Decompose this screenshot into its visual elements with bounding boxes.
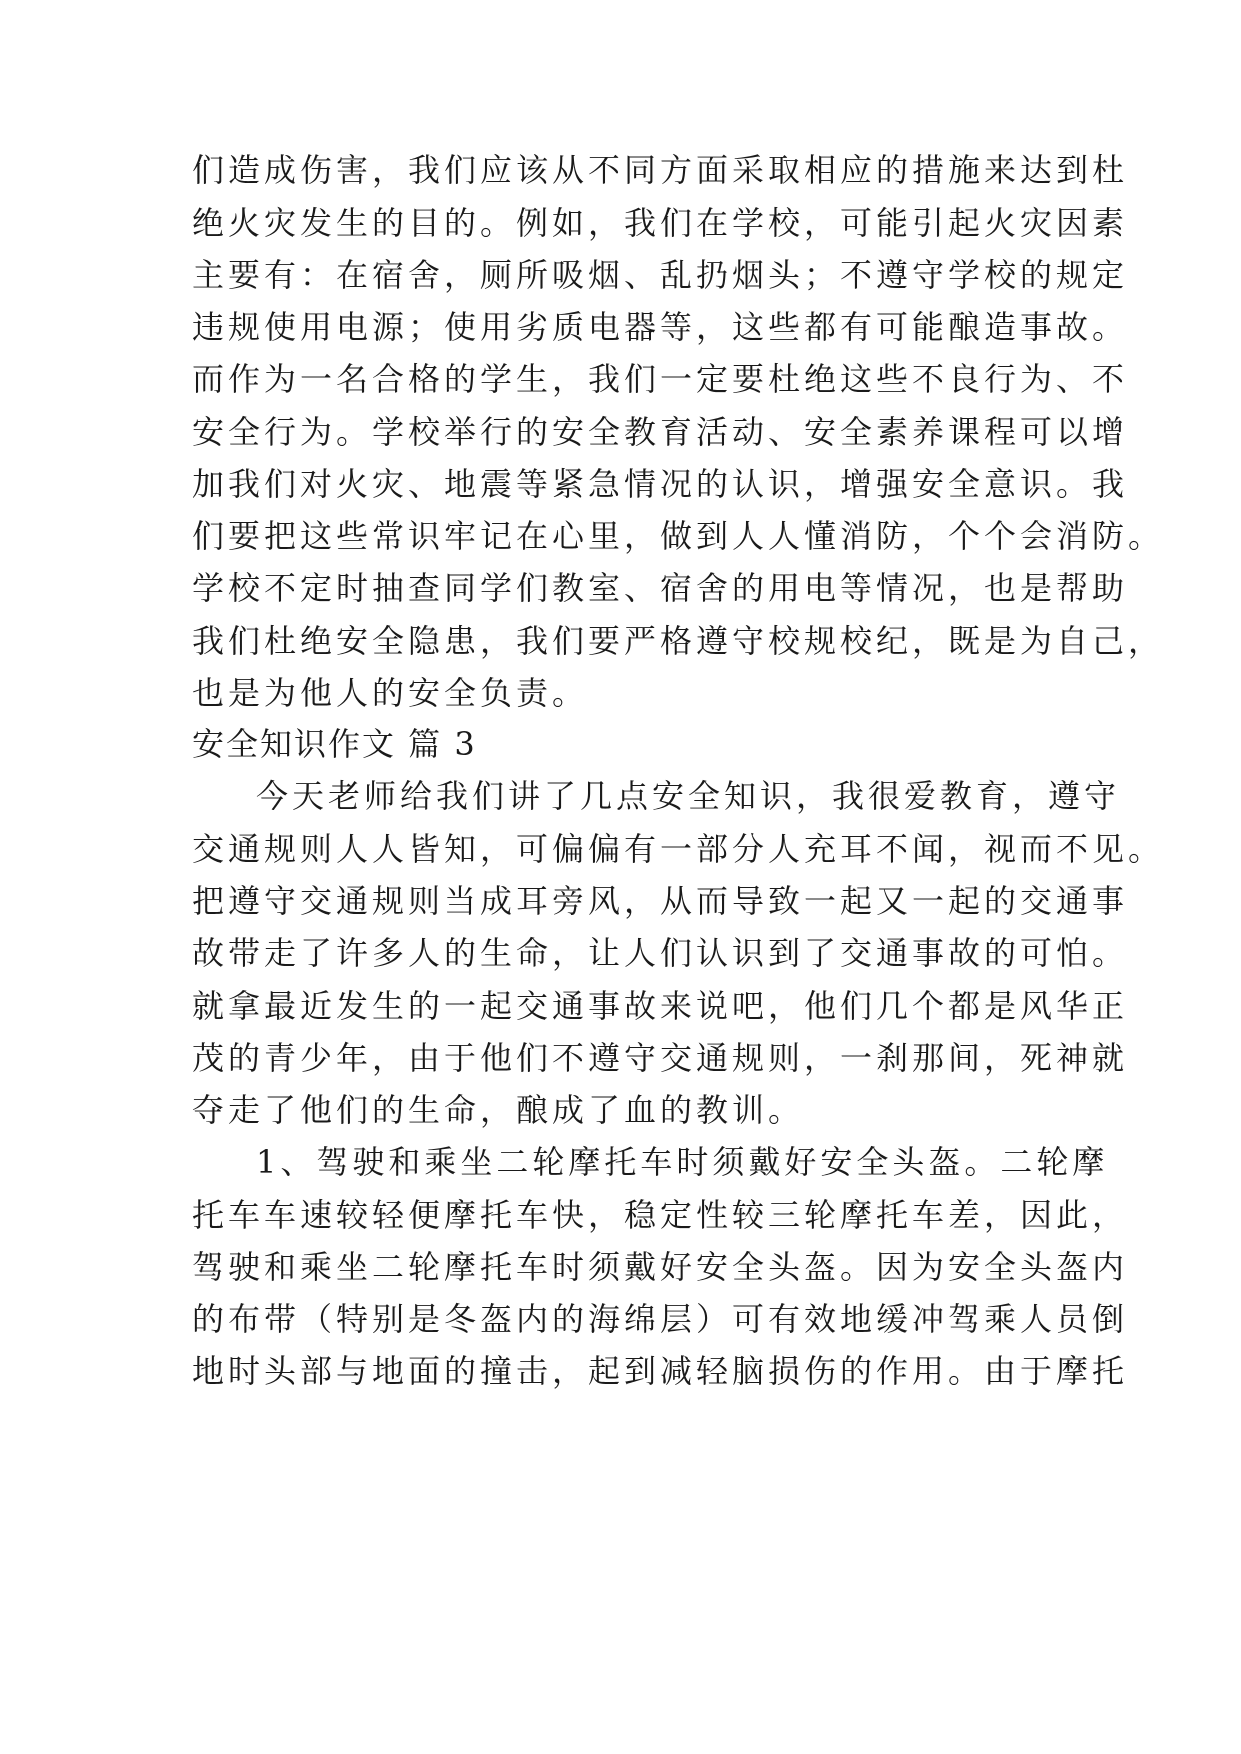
paragraph-line: 们造成伤害，我们应该从不同方面采取相应的措施来达到杜 — [192, 151, 1129, 189]
paragraph-line: 安全行为。学校举行的安全教育活动、安全素养课程可以增 — [192, 413, 1129, 451]
paragraph-line: 地时头部与地面的撞击，起到减轻脑损伤的作用。由于摩托 — [192, 1352, 1129, 1390]
paragraph-line: 们要把这些常识牢记在心里，做到人人懂消防，个个会消防。 — [192, 517, 1165, 555]
paragraph-line: 我们杜绝安全隐患，我们要严格遵守校规校纪，既是为自己， — [192, 622, 1165, 660]
paragraph-line: 夺走了他们的生命，酿成了血的教训。 — [192, 1091, 805, 1129]
section-heading: 安全知识作文 篇 3 — [192, 725, 477, 763]
paragraph-line: 托车车速较轻便摩托车快，稳定性较三轮摩托车差，因此， — [192, 1196, 1129, 1234]
paragraph-line: 学校不定时抽查同学们教室、宿舍的用电等情况，也是帮助 — [192, 569, 1129, 607]
paragraph-line: 就拿最近发生的一起交通事故来说吧，他们几个都是风华正 — [192, 987, 1129, 1025]
paragraph-line: 把遵守交通规则当成耳旁风，从而导致一起又一起的交通事 — [192, 882, 1129, 920]
paragraph-line: 的布带（特别是冬盔内的海绵层）可有效地缓冲驾乘人员倒 — [192, 1300, 1129, 1338]
paragraph-line: 茂的青少年，由于他们不遵守交通规则，一刹那间，死神就 — [192, 1039, 1129, 1077]
paragraph-line: 违规使用电源；使用劣质电器等，这些都有可能酿造事故。 — [192, 308, 1129, 346]
paragraph-line: 而作为一名合格的学生，我们一定要杜绝这些不良行为、不 — [192, 360, 1129, 398]
paragraph-line: 加我们对火灾、地震等紧急情况的认识，增强安全意识。我 — [192, 465, 1129, 503]
paragraph-line: 也是为他人的安全负责。 — [192, 674, 589, 712]
paragraph-line: 驾驶和乘坐二轮摩托车时须戴好安全头盔。因为安全头盔内 — [192, 1248, 1129, 1286]
paragraph-line: 绝火灾发生的目的。例如，我们在学校，可能引起火灾因素 — [192, 204, 1129, 242]
paragraph-line: 1、驾驶和乘坐二轮摩托车时须戴好安全头盔。二轮摩 — [256, 1143, 1109, 1181]
paragraph-line: 交通规则人人皆知，可偏偏有一部分人充耳不闻，视而不见。 — [192, 830, 1165, 868]
paragraph-line: 主要有：在宿舍，厕所吸烟、乱扔烟头；不遵守学校的规定 — [192, 256, 1129, 294]
paragraph-line: 故带走了许多人的生命，让人们认识到了交通事故的可怕。 — [192, 934, 1129, 972]
paragraph-line: 今天老师给我们讲了几点安全知识，我很爱教育，遵守 — [256, 777, 1121, 815]
